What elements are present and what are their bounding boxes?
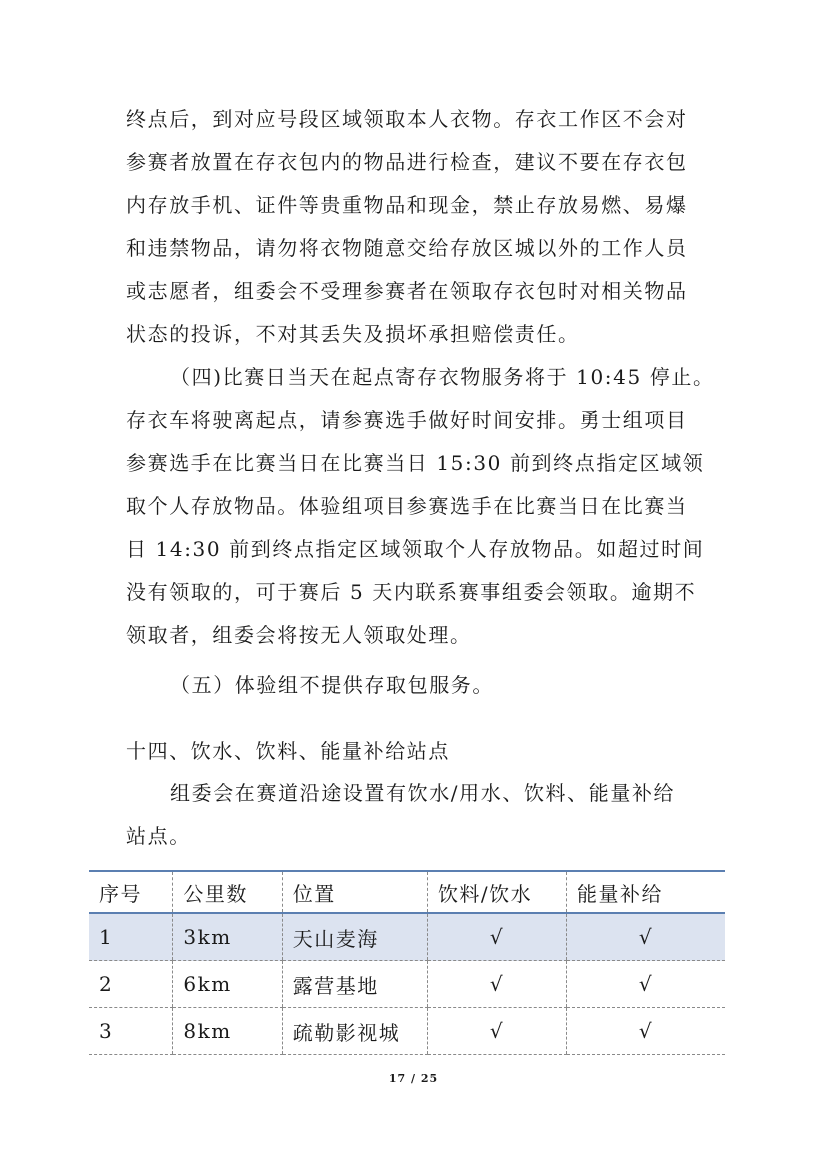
cell-location: 疏勒影视城: [282, 1008, 427, 1055]
text-line: 领取者，组委会将按无人领取处理。: [126, 623, 472, 647]
check-mark: √: [566, 961, 725, 1008]
header-location: 位置: [282, 871, 427, 913]
check-mark: √: [427, 961, 566, 1008]
check-mark: √: [566, 1008, 725, 1055]
text-line: 和违禁物品，请勿将衣物随意交给存放区城以外的工作人员: [126, 236, 688, 260]
text-line: 参赛者放置在存衣包内的物品进行检查，建议不要在存衣包: [126, 150, 688, 174]
cell-seq: 2: [89, 961, 173, 1008]
text-line: 站点。: [126, 824, 191, 848]
text-line: 没有领取的，可于赛后 5 天内联系赛事组委会领取。逾期不: [126, 580, 697, 604]
header-seq: 序号: [89, 871, 173, 913]
text-line: 参赛选手在比赛当日在比赛当日 15:30 前到终点指定区域领: [126, 451, 705, 475]
cell-km: 8km: [173, 1008, 282, 1055]
paragraph-item-five: [126, 664, 701, 707]
table-header-row: [89, 871, 725, 913]
header-km: 公里数: [173, 871, 282, 913]
cell-seq: 3: [89, 1008, 173, 1055]
text-line: （五）体验组不提供存取包服务。: [170, 673, 494, 697]
section-heading: 十四、饮水、饮料、能量补给站点: [126, 739, 450, 763]
text-line: 或志愿者，组委会不受理参赛者在领取存衣包时对相关物品: [126, 279, 688, 303]
table-row: [89, 961, 725, 1008]
text-line: 存衣车将驶离起点，请参赛选手做好时间安排。勇士组项目: [126, 408, 688, 432]
text-line: 终点后，到对应号段区域领取本人衣物。存衣工作区不会对: [126, 107, 688, 131]
text-line: （四)比赛日当天在起点寄存衣物服务将于 10:45 停止。: [170, 365, 715, 389]
check-mark: √: [427, 1008, 566, 1055]
cell-location: 天山麦海: [282, 913, 427, 961]
cell-location: 露营基地: [282, 961, 427, 1008]
cell-seq: 1: [89, 913, 173, 961]
text-line: 内存放手机、证件等贵重物品和现金，禁止存放易燃、易爆: [126, 193, 688, 217]
header-energy: 能量补给: [566, 871, 725, 913]
table-row: [89, 913, 725, 961]
text-line: 取个人存放物品。体验组项目参赛选手在比赛当日在比赛当: [126, 494, 688, 518]
header-drinks: 饮料/饮水: [427, 871, 566, 913]
text-line: 状态的投诉，不对其丢失及损坏承担赔偿责任。: [126, 322, 580, 346]
table-row: [89, 1008, 725, 1055]
supply-stations-table: [89, 870, 725, 1055]
paragraph-storage-notice: [126, 98, 701, 356]
text-line: 日 14:30 前到终点指定区域领取个人存放物品。如超过时间: [126, 537, 705, 561]
cell-km: 3km: [173, 913, 282, 961]
text-line: 组委会在赛道沿途设置有饮水/用水、饮料、能量补给: [170, 781, 676, 805]
cell-km: 6km: [173, 961, 282, 1008]
check-mark: √: [566, 913, 725, 961]
check-mark: √: [427, 913, 566, 961]
page-number: 17 / 25: [388, 1072, 439, 1085]
paragraph-item-four: [126, 356, 715, 657]
section-intro: [126, 772, 701, 858]
